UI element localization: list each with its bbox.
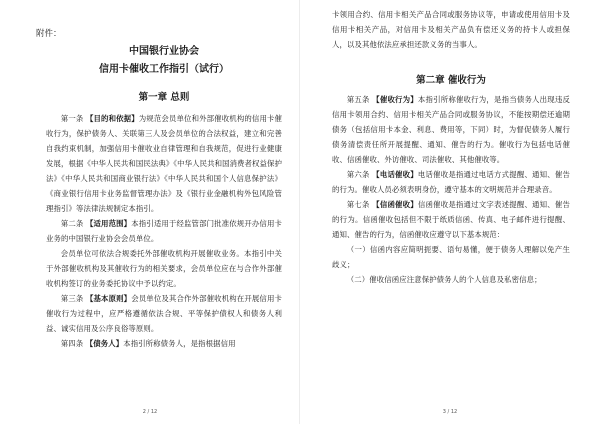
article-4-text: 本指引所称债务人，是指根据信用 xyxy=(123,339,236,348)
article-3-label: 【基本原则】 xyxy=(85,294,132,303)
article-1-text: 为规范会员单位和外部催收机构的信用卡催收行为，保护债务人、关联第三人及会员单位的合法权益，建立和完善自我约束机制，加强信用卡催收业自律管理和自我规范，促进行业健康发展，根据《中华人民共和国民法典》《中华人民共和国消费者权益保护法》《中华人民共和国商业银行法》《中华人民共和国个人信息保护法》《商业银行信用卡业务监督管理办法》及《银行业金融机构外包风险管理指引》等法律法规制定本指引。 xyxy=(46,114,283,213)
article-1 xyxy=(46,111,282,216)
article-3-number: 第三条 xyxy=(60,294,84,303)
article-5-number: 第五条 xyxy=(346,95,370,104)
article-4-number: 第四条 xyxy=(60,339,84,348)
article-5-text: 本指引所称催收行为，是指当债务人出现违反信用卡领用合约、信用卡相关产品合同或服务协议，不能按期偿还逾期债务（包括信用卡本金、利息、费用等，下同）时，为督促债务人履行债务清偿责任所开展提醒、通知、催告的行为。催收行为包括电话催收、信函催收、外访催收、司法催收、其他催收等。 xyxy=(332,95,570,164)
chapter-2-title: 第二章 催收行为 xyxy=(416,75,486,86)
attachment-label: 附件： xyxy=(36,29,62,39)
article-6-text: 电话催收是指通过电话方式提醒、通知、催告的行为。催收人员必须表明身份，遵守基本的文明规范并合理录音。 xyxy=(332,170,570,194)
document-title: 信用卡催收工作指引（试行） xyxy=(99,64,229,75)
article-3 xyxy=(46,291,282,336)
article-1-number: 第一条 xyxy=(60,114,84,123)
document-title-org: 中国银行业协会 xyxy=(129,46,199,57)
article-7-item-2: （二）催收信函应注意保护债务人的个人信息及私密信息； xyxy=(346,275,542,284)
article-2-label: 【适用范围】 xyxy=(85,219,132,228)
article-6 xyxy=(332,167,570,197)
page-number-left: 2 / 12 xyxy=(142,409,158,415)
article-5-label: 【催收行为】 xyxy=(372,95,418,104)
article-1-label: 【目的和依据】 xyxy=(85,114,139,123)
article-2-number: 第二条 xyxy=(60,219,84,228)
article-7-label: 【信函催收】 xyxy=(372,200,418,209)
article-7-text: 信函催收是指通过文字表述提醒、通知、催告的行为。信函催收包括但不限于纸质信函、传真、电子邮件进行提醒、通知、催告的行为，信函催收应遵守以下基本规范： xyxy=(332,200,570,239)
article-5 xyxy=(332,92,570,167)
article-6-number: 第六条 xyxy=(346,170,370,179)
article-2-text: 本指引适用于经监管部门批准依规开办信用卡业务的中国银行业协会会员单位。 xyxy=(46,219,283,243)
article-3-text: 会员单位及其合作外部催收机构在开展信用卡催收行为过程中，应严格遵循依法合规、平等保护债权人和债务人利益、诚实信用及公序良俗等原则。 xyxy=(46,294,283,333)
article-7-item-1: （一）信函内容应简明扼要、语句易懂，便于债务人理解以免产生歧义； xyxy=(332,245,570,269)
article-7 xyxy=(332,197,570,242)
chapter-1-title: 第一章 总则 xyxy=(138,92,190,103)
article-6-label: 【电话催收】 xyxy=(372,170,418,179)
article-2-paragraph-2: 会员单位可依法合规委托外部催收机构开展催收业务。本指引中关于外部催收机构及其催收行为的相关要求，会员单位应在与合作外部催收机构签订的业务委托协议中予以约定。 xyxy=(46,249,282,288)
article-4-continued: 卡领用合约、信用卡相关产品合同或服务协议等，申请或使用信用卡及信用卡相关产品，对信用卡及相关产品负有偿还义务的持卡人或担保人，以及其他依法应承担还款义务的当事人。 xyxy=(332,10,570,49)
article-2 xyxy=(46,216,282,246)
article-4-label: 【债务人】 xyxy=(85,339,124,348)
article-7-number: 第七条 xyxy=(346,200,370,209)
right-page xyxy=(300,0,600,424)
page-number-right: 3 / 12 xyxy=(442,409,458,415)
article-4 xyxy=(46,336,282,351)
